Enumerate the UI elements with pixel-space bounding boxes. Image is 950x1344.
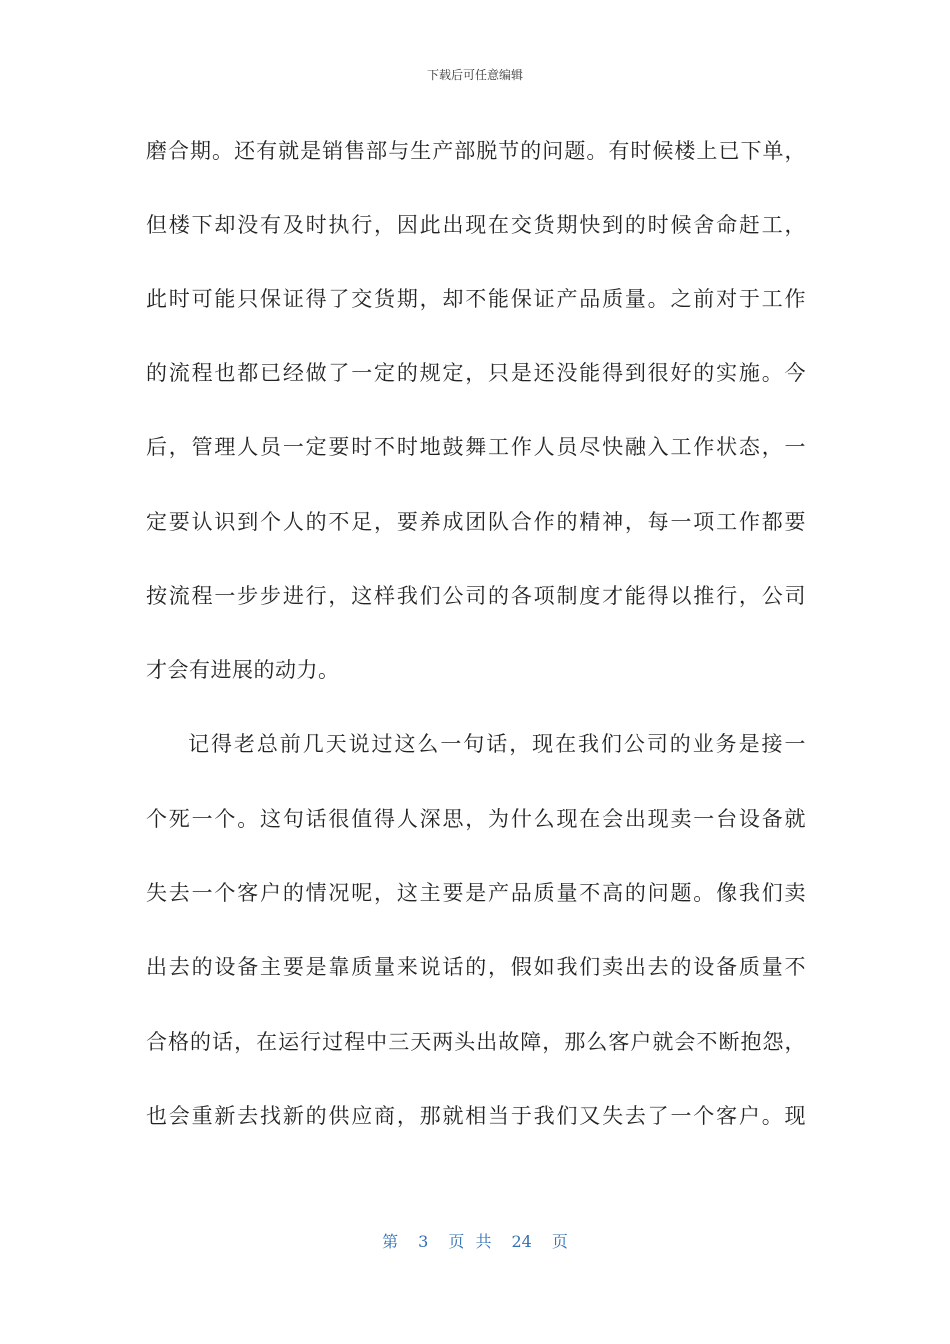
page-header: 下载后可任意编辑 [426,68,523,82]
footer-middle: 页 共 [448,1232,492,1251]
text-line: 出去的设备主要是靠质量来说话的，假如我们卖出去的设备质量不 [146,955,806,979]
text-line: 合格的话，在运行过程中三天两头出故障，那么客户就会不断抱怨， [146,1030,806,1054]
text-line: 定要认识到个人的不足，要养成团队合作的精神，每一项工作都要 [146,510,806,534]
text-line: 按流程一步步进行，这样我们公司的各项制度才能得以推行，公司 [146,584,806,608]
text-line: 才会有进展的动力。 [146,658,340,682]
text-line: 但楼下却没有及时执行，因此出现在交货期快到的时候舍命赶工， [146,213,806,237]
paragraph-first-line: 记得老总前几天说过这么一句话，现在我们公司的业务是接一 [188,732,806,756]
total-pages-number: 24 [511,1232,532,1251]
text-line: 此时可能只保证得了交货期，却不能保证产品质量。之前对于工作 [146,287,806,311]
text-line: 个死一个。这句话很值得人深思，为什么现在会出现卖一台设备就 [146,807,806,831]
text-line: 磨合期。还有就是销售部与生产部脱节的问题。有时候楼上已下单， [146,139,806,163]
text-line: 后，管理人员一定要时不时地鼓舞工作人员尽快融入工作状态，一 [146,435,806,459]
footer-prefix: 第 [382,1232,399,1251]
footer-suffix: 页 [551,1232,568,1251]
page-footer [0,1229,950,1252]
text-line: 的流程也都已经做了一定的规定，只是还没能得到很好的实施。今 [146,361,806,385]
text-line: 也会重新去找新的供应商，那就相当于我们又失去了一个客户。现 [146,1104,806,1128]
text-line: 失去一个客户的情况呢，这主要是产品质量不高的问题。像我们卖 [146,881,806,905]
current-page-number: 3 [418,1232,429,1251]
